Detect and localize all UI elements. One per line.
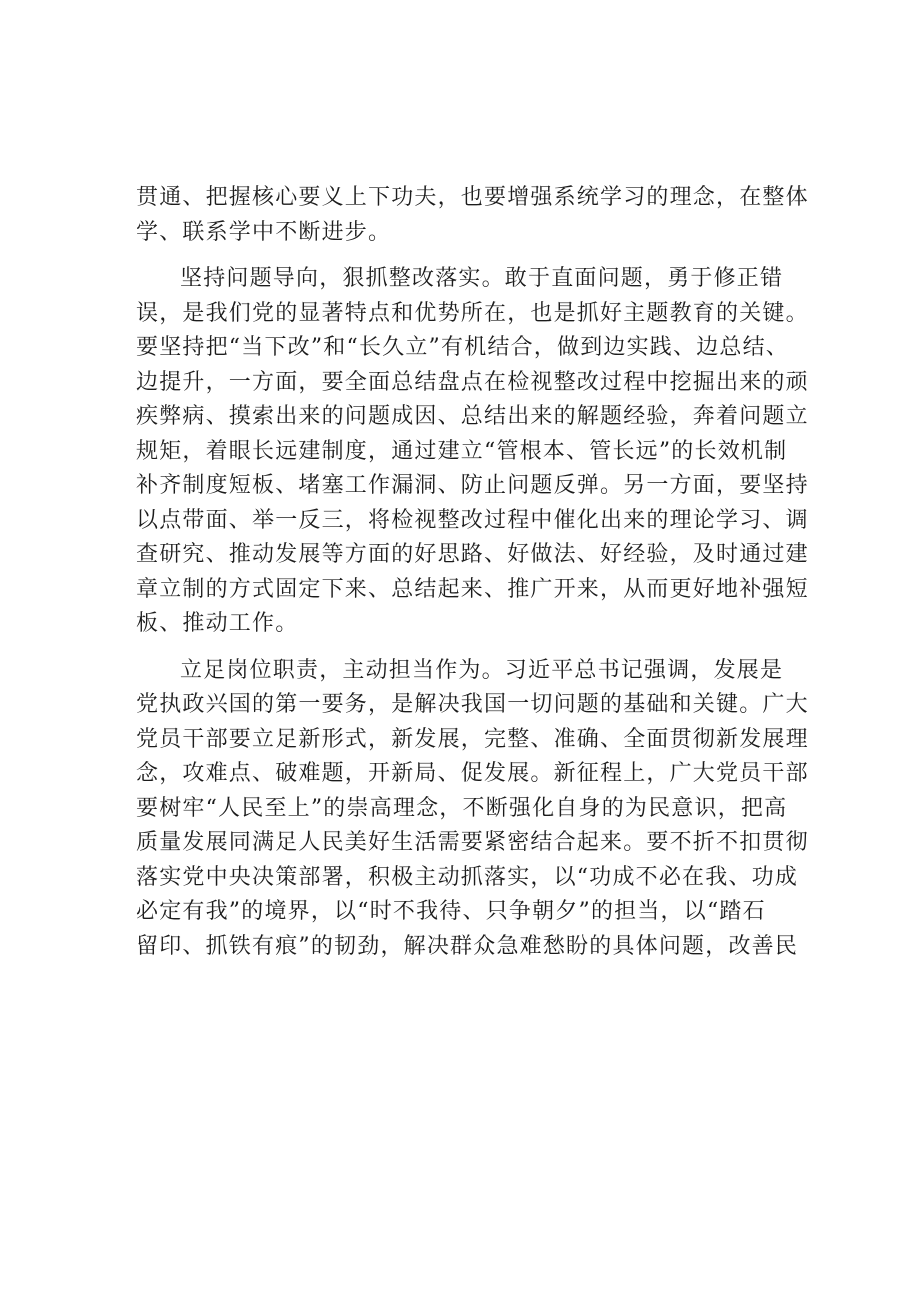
text-line: 章立制的方式固定下来、总结起来、推广开来，从而更好地补强短 <box>136 576 809 602</box>
text-line: 规矩，着眼长远建制度，通过建立“管根本、管长远”的长效机制 <box>136 438 788 464</box>
text-line: 补齐制度短板、堵塞工作漏洞、防止问题反弹。另一方面，要坚持 <box>136 473 809 498</box>
text-line: 学、联系学中不断进步。 <box>136 219 392 245</box>
text-line: 立足岗位职责，主动担当作为。习近平总书记强调，发展是 <box>180 657 784 683</box>
text-line: 坚持问题导向，狠抓整改落实。敢于直面问题，勇于修正错 <box>180 266 784 291</box>
text-line: 念，攻难点、破难题，开新局、促发展。新征程上，广大党员干部 <box>136 761 809 786</box>
text-line: 以点带面、举一反三，将检视整改过程中催化出来的理论学习、调 <box>136 507 809 533</box>
text-line: 贯通、把握核心要义上下功夫，也要增强系统学习的理念，在整体 <box>136 185 809 210</box>
text-line: 查研究、推动发展等方面的好思路、好做法、好经验，及时通过建 <box>136 542 809 567</box>
text-line: 质量发展同满足人民美好生活需要紧密结合起来。要不折不扣贯彻 <box>136 830 809 855</box>
text-line: 板、推动工作。 <box>136 611 299 636</box>
body-text <box>136 181 809 964</box>
text-line: 疾弊病、摸索出来的问题成因、总结出来的解题经验，奔着问题立 <box>136 404 809 429</box>
text-line: 留印、抓铁有痕”的韧劲，解决群众急难愁盼的具体问题，改善民 <box>136 933 799 959</box>
text-line: 党员干部要立足新形式，新发展，完整、准确、全面贯彻新发展理 <box>136 726 809 752</box>
text-line: 要坚持把“当下改”和“长久立”有机结合，做到边实践、边总结、 <box>136 335 789 360</box>
text-line: 误，是我们党的显著特点和优势所在，也是抓好主题教育的关键。 <box>136 300 809 326</box>
text-line: 边提升，一方面，要全面总结盘点在检视整改过程中挖掘出来的顽 <box>136 369 809 395</box>
text-line: 要树牢“人民至上”的崇高理念，不断强化自身的为民意识，把高 <box>136 795 788 821</box>
text-line: 党执政兴国的第一要务，是解决我国一切问题的基础和关键。广大 <box>136 692 809 717</box>
paragraph-problem-orientation <box>136 262 809 642</box>
paragraph-continuation <box>136 181 809 250</box>
text-line: 必定有我”的境界，以“时不我待、只争朝夕”的担当，以“踏石 <box>136 899 766 924</box>
paragraph-job-responsibility <box>136 654 809 965</box>
text-line: 落实党中央决策部署，积极主动抓落实，以“功成不必在我、功成 <box>136 864 799 890</box>
